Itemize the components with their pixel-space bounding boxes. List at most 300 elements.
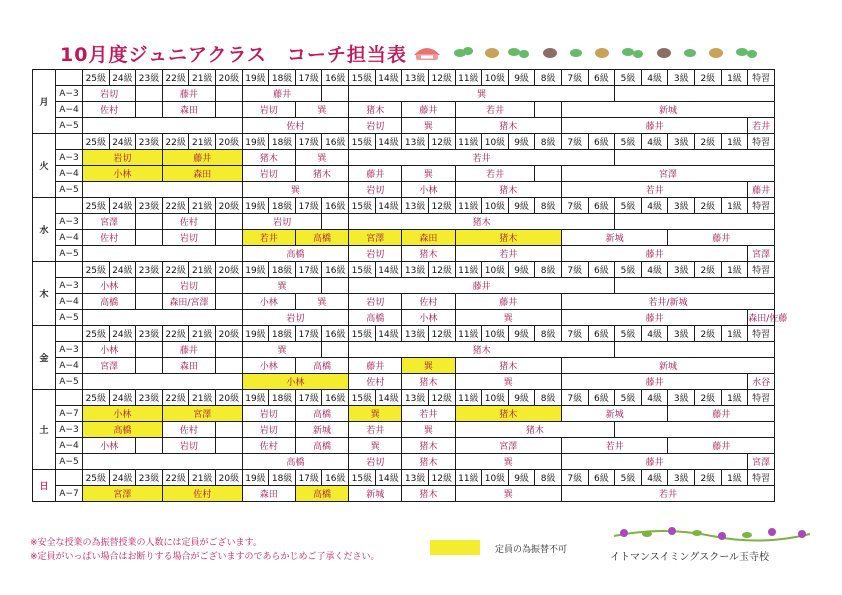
coach-cell: 森田 xyxy=(402,230,455,246)
level-header-cell: 特習 xyxy=(748,262,775,278)
coach-cell: 佐村 xyxy=(349,374,402,390)
coach-cell: 小林 xyxy=(83,438,136,454)
coach-cell: 若井 xyxy=(455,246,561,262)
level-header-cell: 7級 xyxy=(561,134,588,150)
coach-cell: 小林 xyxy=(242,294,295,310)
level-header-cell: 8級 xyxy=(535,390,562,406)
coach-cell: 森田 xyxy=(162,358,215,374)
empty-cell xyxy=(136,358,163,374)
coach-cell: 佐村 xyxy=(162,422,215,438)
coach-cell: 若井 xyxy=(349,422,402,438)
level-header-cell: 4級 xyxy=(641,134,668,150)
level-header-cell: 22級 xyxy=(162,326,189,342)
class-code: A−3 xyxy=(56,342,83,358)
coach-cell: 巽 xyxy=(295,294,348,310)
level-header-cell: 6級 xyxy=(588,390,615,406)
class-header-blank xyxy=(56,134,83,150)
coach-cell: 藤井 xyxy=(561,118,747,134)
level-header-cell: 2級 xyxy=(695,390,722,406)
level-header-cell: 18級 xyxy=(269,198,296,214)
level-header-cell: 特習 xyxy=(748,470,775,486)
coach-cell: 巽 xyxy=(455,310,561,326)
coach-cell: 森田 xyxy=(242,486,295,502)
level-header-cell: 17級 xyxy=(295,198,322,214)
class-code: A−5 xyxy=(56,118,83,134)
level-header-cell: 1級 xyxy=(721,198,748,214)
level-header-cell: 5級 xyxy=(615,390,642,406)
coach-cell: 猪木 xyxy=(242,150,295,166)
coach-cell: 高橋 xyxy=(295,358,348,374)
level-header-cell: 16級 xyxy=(322,262,349,278)
day-label: 水 xyxy=(33,198,56,262)
coach-cell: 岩切 xyxy=(242,166,295,182)
level-header-cell: 24級 xyxy=(109,326,136,342)
level-header-cell: 14級 xyxy=(375,198,402,214)
coach-cell: 猪木 xyxy=(402,438,455,454)
level-header-cell: 11級 xyxy=(455,390,482,406)
coach-cell: 佐村 xyxy=(162,486,242,502)
class-header-blank xyxy=(56,198,83,214)
level-header-cell: 22級 xyxy=(162,70,189,86)
coach-cell: 森田 xyxy=(162,102,215,118)
level-header-cell: 19級 xyxy=(242,198,269,214)
level-header-cell: 3級 xyxy=(668,326,695,342)
level-header-cell: 9級 xyxy=(508,326,535,342)
level-header-cell: 5級 xyxy=(615,262,642,278)
empty-cell xyxy=(322,342,349,358)
level-header-cell: 5級 xyxy=(615,470,642,486)
coach-cell: 若井 xyxy=(455,166,535,182)
coach-cell: 岩切 xyxy=(83,150,163,166)
day-label: 金 xyxy=(33,326,56,390)
level-header-cell: 4級 xyxy=(641,70,668,86)
level-header-row xyxy=(33,70,775,86)
coach-cell: 猪木 xyxy=(455,422,615,438)
coach-cell: 岩切 xyxy=(242,406,295,422)
class-code: A−5 xyxy=(56,374,83,390)
level-header-cell: 4級 xyxy=(641,198,668,214)
coach-cell: 藤井 xyxy=(162,150,242,166)
coach-cell: 岩切 xyxy=(83,86,136,102)
level-header-cell: 24級 xyxy=(109,262,136,278)
level-header-cell: 12級 xyxy=(428,470,455,486)
level-header-cell: 11級 xyxy=(455,326,482,342)
level-header-cell: 1級 xyxy=(721,70,748,86)
level-header-cell: 24級 xyxy=(109,198,136,214)
level-header-cell: 8級 xyxy=(535,198,562,214)
coach-cell: 小林 xyxy=(83,342,136,358)
coach-cell: 新城 xyxy=(561,102,774,118)
level-header-row xyxy=(33,134,775,150)
level-header-cell: 15級 xyxy=(349,134,376,150)
level-header-cell: 21級 xyxy=(189,134,216,150)
class-row xyxy=(33,214,775,230)
coach-cell: 宮澤 xyxy=(83,214,136,230)
level-header-cell: 8級 xyxy=(535,326,562,342)
level-header-cell: 14級 xyxy=(375,134,402,150)
coach-cell: 猪木 xyxy=(402,246,455,262)
level-header-cell: 11級 xyxy=(455,70,482,86)
class-row xyxy=(33,406,775,422)
level-header-cell: 16級 xyxy=(322,390,349,406)
coach-cell: 岩切 xyxy=(349,182,402,198)
empty-cell xyxy=(216,230,243,246)
level-header-cell: 12級 xyxy=(428,390,455,406)
empty-cell xyxy=(83,454,243,470)
coach-cell: 藤井 xyxy=(455,294,561,310)
level-header-cell: 19級 xyxy=(242,70,269,86)
empty-cell xyxy=(136,230,163,246)
level-header-cell: 18級 xyxy=(269,262,296,278)
level-header-cell: 特習 xyxy=(748,70,775,86)
empty-cell xyxy=(83,374,243,390)
class-row xyxy=(33,118,775,134)
level-header-cell: 7級 xyxy=(561,390,588,406)
empty-cell xyxy=(136,86,163,102)
fruit-decoration-icon xyxy=(452,44,772,62)
class-code: A−5 xyxy=(56,310,83,326)
coach-cell: 猪木 xyxy=(455,182,561,198)
level-header-cell: 22級 xyxy=(162,390,189,406)
level-header-cell: 24級 xyxy=(109,70,136,86)
level-header-cell: 13級 xyxy=(402,134,429,150)
level-header-cell: 21級 xyxy=(189,390,216,406)
empty-cell xyxy=(322,214,349,230)
level-header-row xyxy=(33,326,775,342)
coach-cell: 若井 xyxy=(402,406,455,422)
day-label: 木 xyxy=(33,262,56,326)
level-header-cell: 22級 xyxy=(162,198,189,214)
coach-cell: 岩切 xyxy=(242,422,295,438)
level-header-cell: 6級 xyxy=(588,262,615,278)
class-row xyxy=(33,230,775,246)
coach-cell: 水谷 xyxy=(748,374,775,390)
coach-cell: 岩切 xyxy=(242,214,322,230)
level-header-cell: 18級 xyxy=(269,134,296,150)
footer-note-refusal: ※定員がいっぱい場合はお断りする場合がございますのであらかじめご了承ください。 xyxy=(30,552,380,562)
coach-cell: 若井 xyxy=(455,102,535,118)
level-header-cell: 6級 xyxy=(588,198,615,214)
coach-cell: 岩切 xyxy=(242,102,295,118)
class-code: A−3 xyxy=(56,422,83,438)
coach-cell: 宮澤 xyxy=(455,438,561,454)
level-header-cell: 15級 xyxy=(349,198,376,214)
level-header-cell: 18級 xyxy=(269,326,296,342)
class-row xyxy=(33,454,775,470)
class-code: A−3 xyxy=(56,278,83,294)
coach-cell: 巽 xyxy=(242,342,322,358)
class-row xyxy=(33,374,775,390)
empty-cell xyxy=(216,278,243,294)
coach-cell: 若井 xyxy=(561,486,774,502)
level-header-cell: 4級 xyxy=(641,390,668,406)
level-header-cell: 10級 xyxy=(482,470,509,486)
level-header-cell: 2級 xyxy=(695,134,722,150)
coach-cell: 巽 xyxy=(295,102,348,118)
class-code: A−3 xyxy=(56,86,83,102)
empty-cell xyxy=(216,358,243,374)
coach-cell: 猪木 xyxy=(455,230,561,246)
coach-cell: 高橋 xyxy=(295,438,348,454)
level-header-cell: 21級 xyxy=(189,198,216,214)
empty-cell xyxy=(615,278,775,294)
level-header-cell: 19級 xyxy=(242,390,269,406)
level-header-cell: 25級 xyxy=(83,134,110,150)
class-row xyxy=(33,422,775,438)
level-header-cell: 13級 xyxy=(402,262,429,278)
class-row xyxy=(33,342,775,358)
class-code: A−4 xyxy=(56,102,83,118)
coach-cell: 巽 xyxy=(295,150,348,166)
level-header-cell: 13級 xyxy=(402,470,429,486)
coach-cell: 巽 xyxy=(402,118,455,134)
class-code: A−5 xyxy=(56,182,83,198)
level-header-cell: 3級 xyxy=(668,70,695,86)
level-header-cell: 2級 xyxy=(695,470,722,486)
level-header-cell: 25級 xyxy=(83,390,110,406)
level-header-cell: 3級 xyxy=(668,262,695,278)
coach-cell: 藤井 xyxy=(162,86,215,102)
level-header-cell: 2級 xyxy=(695,198,722,214)
level-header-cell: 11級 xyxy=(455,470,482,486)
level-header-cell: 9級 xyxy=(508,198,535,214)
empty-cell xyxy=(216,342,243,358)
level-header-cell: 14級 xyxy=(375,262,402,278)
coach-cell: 巽 xyxy=(455,374,561,390)
level-header-cell: 11級 xyxy=(455,134,482,150)
coach-cell: 巽 xyxy=(402,358,455,374)
level-header-cell: 25級 xyxy=(83,198,110,214)
coach-cell: 小林 xyxy=(83,278,136,294)
level-header-cell: 8級 xyxy=(535,70,562,86)
coach-schedule-table xyxy=(32,69,788,502)
level-header-cell: 11級 xyxy=(455,198,482,214)
coach-cell: 猪木 xyxy=(455,358,561,374)
level-header-row xyxy=(33,198,775,214)
coach-cell: 巽 xyxy=(402,166,455,182)
empty-cell xyxy=(216,214,243,230)
level-header-cell: 22級 xyxy=(162,262,189,278)
class-row xyxy=(33,166,775,182)
level-header-cell: 20級 xyxy=(216,470,243,486)
class-code: A−4 xyxy=(56,294,83,310)
level-header-cell: 14級 xyxy=(375,70,402,86)
level-header-cell: 1級 xyxy=(721,470,748,486)
footer-note-capacity: ※安全な授業の為振替授業の人数には定員がございます。 xyxy=(30,538,262,548)
empty-cell xyxy=(136,438,163,454)
level-header-cell: 7級 xyxy=(561,470,588,486)
level-header-cell: 20級 xyxy=(216,326,243,342)
coach-cell: 佐村 xyxy=(83,102,136,118)
level-header-cell: 13級 xyxy=(402,198,429,214)
coach-cell: 高橋 xyxy=(242,454,348,470)
level-header-cell: 14級 xyxy=(375,470,402,486)
coach-cell: 岩切 xyxy=(162,278,215,294)
coach-cell: 高橋 xyxy=(349,310,402,326)
class-header-blank xyxy=(56,390,83,406)
coach-cell: 猪木 xyxy=(402,454,455,470)
level-header-cell: 15級 xyxy=(349,326,376,342)
level-header-cell: 21級 xyxy=(189,470,216,486)
level-header-cell: 20級 xyxy=(216,198,243,214)
level-header-cell: 18級 xyxy=(269,470,296,486)
coach-cell: 佐村 xyxy=(242,118,348,134)
class-code: A−4 xyxy=(56,358,83,374)
coach-cell: 猪木 xyxy=(402,486,455,502)
coach-cell: 藤井 xyxy=(561,454,747,470)
empty-cell xyxy=(136,278,163,294)
coach-cell: 小林 xyxy=(402,310,455,326)
level-header-cell: 19級 xyxy=(242,470,269,486)
coach-cell: 岩切 xyxy=(242,310,348,326)
level-header-cell: 25級 xyxy=(83,470,110,486)
level-header-cell: 5級 xyxy=(615,198,642,214)
coach-cell: 宮澤 xyxy=(83,358,136,374)
coach-cell: 若井 xyxy=(561,182,747,198)
level-header-cell: 23級 xyxy=(136,326,163,342)
coach-cell: 巽 xyxy=(455,486,561,502)
level-header-cell: 10級 xyxy=(482,326,509,342)
level-header-cell: 20級 xyxy=(216,262,243,278)
level-header-cell: 17級 xyxy=(295,70,322,86)
level-header-cell: 25級 xyxy=(83,70,110,86)
coach-cell: 若井 xyxy=(242,230,295,246)
level-header-row xyxy=(33,470,775,486)
coach-cell: 宮澤 xyxy=(83,486,163,502)
coach-cell: 岩切 xyxy=(162,230,215,246)
level-header-cell: 21級 xyxy=(189,326,216,342)
level-header-cell: 13級 xyxy=(402,70,429,86)
day-label: 土 xyxy=(33,390,56,470)
level-header-cell: 9級 xyxy=(508,134,535,150)
level-header-cell: 7級 xyxy=(561,326,588,342)
coach-cell: 小林 xyxy=(83,166,163,182)
class-code: A−3 xyxy=(56,214,83,230)
coach-cell: 猪木 xyxy=(402,374,455,390)
level-header-cell: 3級 xyxy=(668,134,695,150)
level-header-cell: 4級 xyxy=(641,470,668,486)
coach-cell: 若井/新城 xyxy=(561,294,774,310)
level-header-cell: 10級 xyxy=(482,70,509,86)
coach-cell: 佐村 xyxy=(162,214,215,230)
coach-cell: 巽 xyxy=(242,182,348,198)
level-header-cell: 6級 xyxy=(588,326,615,342)
coach-cell: 佐村 xyxy=(402,294,455,310)
class-row xyxy=(33,358,775,374)
level-header-cell: 5級 xyxy=(615,134,642,150)
level-header-cell: 7級 xyxy=(561,198,588,214)
level-header-cell: 16級 xyxy=(322,134,349,150)
coach-cell: 若井 xyxy=(748,118,775,134)
level-header-cell: 1級 xyxy=(721,326,748,342)
coach-cell: 藤井 xyxy=(561,246,747,262)
level-header-cell: 17級 xyxy=(295,390,322,406)
legend-label: 定員の為振替不可 xyxy=(495,545,568,555)
level-header-cell: 12級 xyxy=(428,262,455,278)
level-header-cell: 4級 xyxy=(641,326,668,342)
coach-cell: 藤井 xyxy=(402,102,455,118)
coach-cell: 若井 xyxy=(561,438,667,454)
level-header-cell: 8級 xyxy=(535,262,562,278)
level-header-cell: 12級 xyxy=(428,134,455,150)
level-header-cell: 25級 xyxy=(83,262,110,278)
level-header-cell: 14級 xyxy=(375,390,402,406)
level-header-cell: 20級 xyxy=(216,134,243,150)
class-code: A−4 xyxy=(56,166,83,182)
class-row xyxy=(33,102,775,118)
class-header-blank xyxy=(56,470,83,486)
empty-cell xyxy=(615,342,775,358)
class-row xyxy=(33,278,775,294)
level-header-cell: 19級 xyxy=(242,134,269,150)
coach-cell: 藤井 xyxy=(349,166,402,182)
level-header-cell: 23級 xyxy=(136,262,163,278)
level-header-cell: 23級 xyxy=(136,70,163,86)
level-header-cell: 25級 xyxy=(83,326,110,342)
class-code: A−4 xyxy=(56,230,83,246)
class-row xyxy=(33,86,775,102)
coach-cell: 高橋 xyxy=(295,406,348,422)
level-header-cell: 23級 xyxy=(136,134,163,150)
empty-cell xyxy=(615,214,775,230)
level-header-cell: 23級 xyxy=(136,470,163,486)
coach-cell: 森田 xyxy=(162,166,242,182)
coach-cell: 猪木 xyxy=(349,342,615,358)
coach-cell: 巽 xyxy=(349,438,402,454)
level-header-cell: 9級 xyxy=(508,262,535,278)
empty-cell xyxy=(83,310,243,326)
class-code: A−4 xyxy=(56,438,83,454)
empty-cell xyxy=(216,422,243,438)
class-code: A−7 xyxy=(56,486,83,502)
level-header-cell: 1級 xyxy=(721,134,748,150)
level-header-cell: 22級 xyxy=(162,470,189,486)
coach-cell: 岩切 xyxy=(349,118,402,134)
level-header-cell: 6級 xyxy=(588,134,615,150)
level-header-cell: 10級 xyxy=(482,134,509,150)
level-header-cell: 17級 xyxy=(295,262,322,278)
level-header-cell: 9級 xyxy=(508,390,535,406)
coach-cell: 高橋 xyxy=(242,246,348,262)
coach-cell: 岩切 xyxy=(162,438,215,454)
coach-cell: 小林 xyxy=(83,406,163,422)
coach-cell: 猪木 xyxy=(349,102,402,118)
coach-cell: 佐村 xyxy=(242,438,295,454)
level-header-cell: 10級 xyxy=(482,198,509,214)
coach-cell: 新城 xyxy=(561,406,667,422)
coach-cell: 藤井 xyxy=(349,358,402,374)
coach-cell: 猪木 xyxy=(349,214,615,230)
coach-cell: 藤井 xyxy=(162,342,215,358)
class-row xyxy=(33,246,775,262)
level-header-cell: 7級 xyxy=(561,70,588,86)
level-header-cell: 13級 xyxy=(402,390,429,406)
level-header-cell: 15級 xyxy=(349,70,376,86)
coach-cell: 新城 xyxy=(295,422,348,438)
coach-cell: 宮澤 xyxy=(561,166,774,182)
coach-cell: 高橋 xyxy=(83,422,163,438)
level-header-cell: 8級 xyxy=(535,470,562,486)
coach-cell: 猪木 xyxy=(455,118,561,134)
coach-cell: 佐村 xyxy=(83,230,136,246)
coach-cell: 若井 xyxy=(349,150,615,166)
coach-cell: 宮澤 xyxy=(748,246,775,262)
empty-cell xyxy=(136,102,163,118)
empty-cell xyxy=(83,182,243,198)
level-header-cell: 16級 xyxy=(322,326,349,342)
class-header-blank xyxy=(56,262,83,278)
level-header-cell: 8級 xyxy=(535,134,562,150)
